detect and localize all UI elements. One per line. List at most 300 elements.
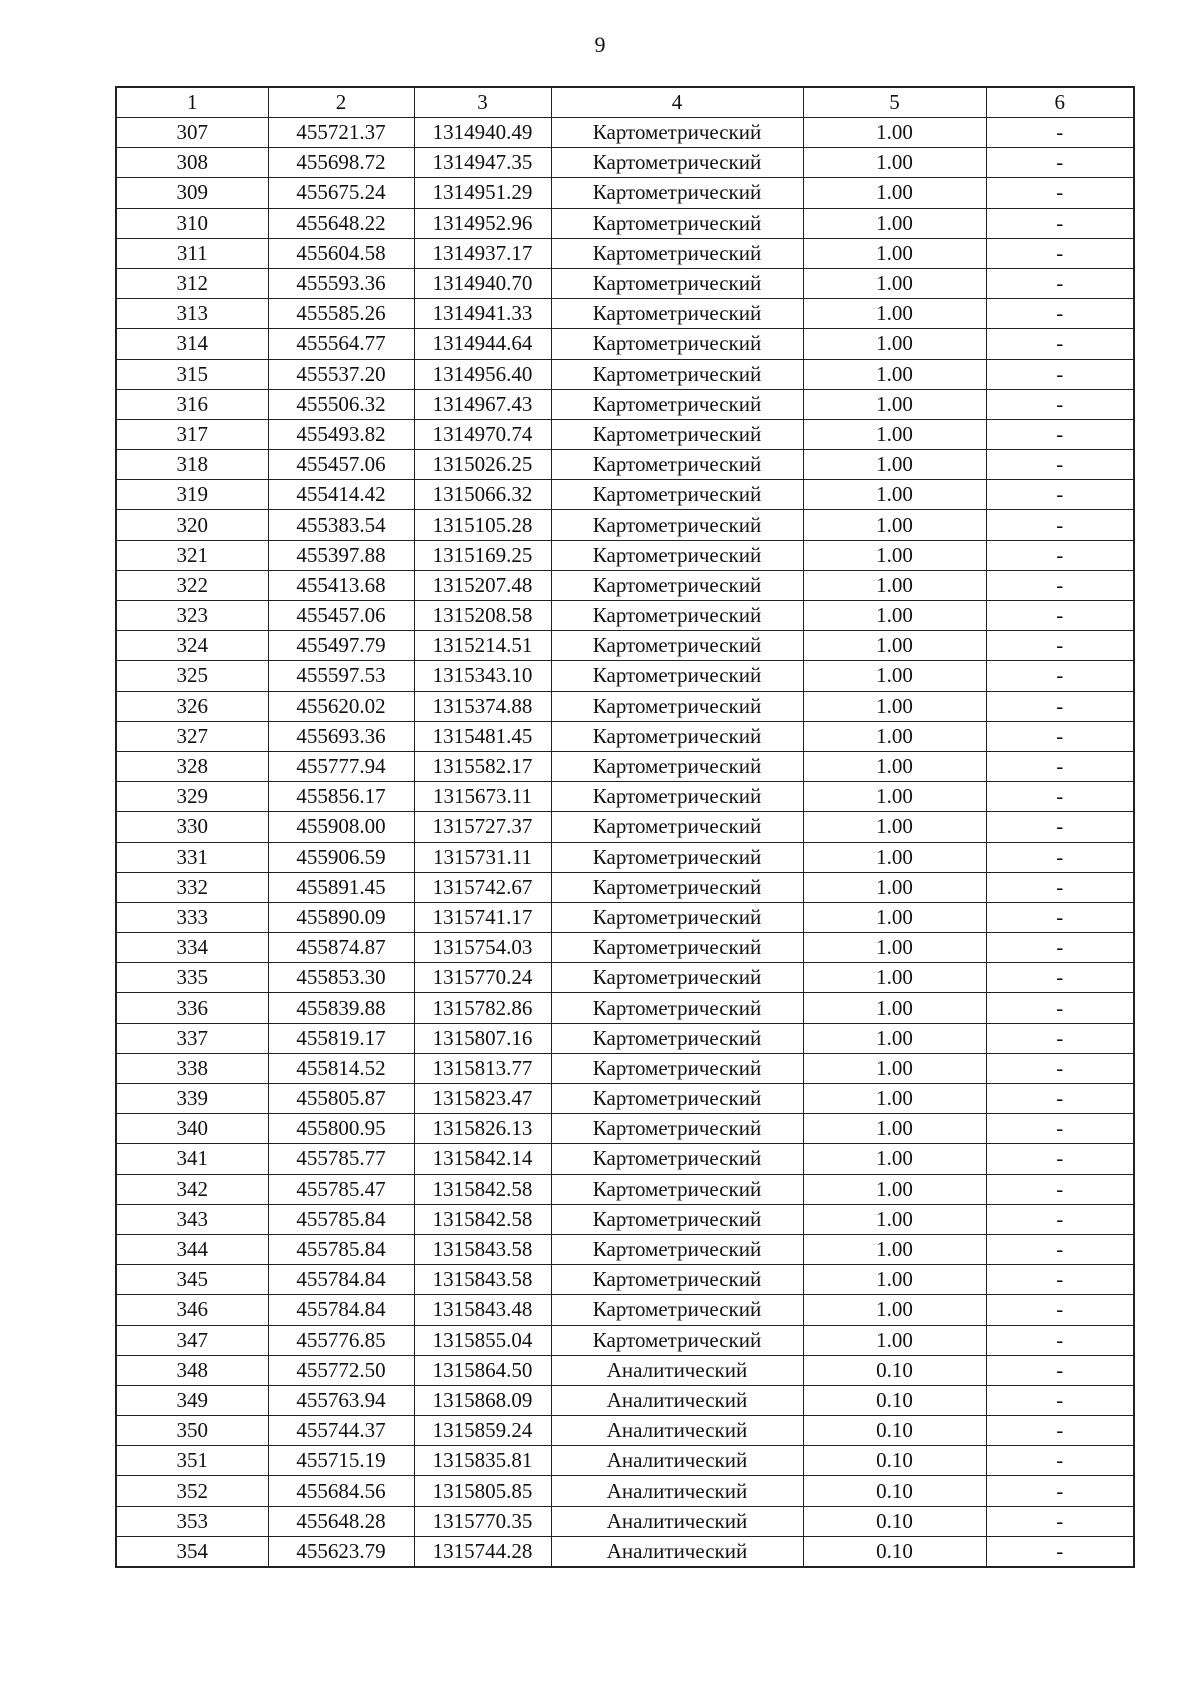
x-coordinate-cell: 455874.87 [268,933,414,963]
method-cell: Аналитический [551,1536,803,1567]
x-coordinate-cell: 455784.84 [268,1265,414,1295]
accuracy-cell: 1.00 [803,178,986,208]
accuracy-cell: 1.00 [803,1114,986,1144]
page-number: 9 [594,32,606,57]
accuracy-cell: 1.00 [803,601,986,631]
accuracy-cell: 0.10 [803,1385,986,1415]
method-cell: Картометрический [551,118,803,148]
y-coordinate-cell: 1315673.11 [414,782,551,812]
accuracy-cell: 1.00 [803,691,986,721]
method-cell: Аналитический [551,1506,803,1536]
point-number-cell: 316 [116,389,268,419]
point-number-cell: 307 [116,118,268,148]
table-row [116,1476,1134,1506]
y-coordinate-cell: 1314944.64 [414,329,551,359]
note-cell: - [986,842,1134,872]
accuracy-cell: 1.00 [803,661,986,691]
y-coordinate-cell: 1315742.67 [414,872,551,902]
table-row [116,118,1134,148]
y-coordinate-cell: 1314951.29 [414,178,551,208]
y-coordinate-cell: 1315343.10 [414,661,551,691]
method-cell: Картометрический [551,1174,803,1204]
note-cell: - [986,570,1134,600]
x-coordinate-cell: 455776.85 [268,1325,414,1355]
point-number-cell: 311 [116,238,268,268]
point-number-cell: 321 [116,540,268,570]
note-cell: - [986,480,1134,510]
table-row [116,1265,1134,1295]
note-cell: - [986,721,1134,751]
point-number-cell: 343 [116,1204,268,1234]
table-row [116,1536,1134,1567]
x-coordinate-cell: 455800.95 [268,1114,414,1144]
point-number-cell: 317 [116,419,268,449]
note-cell: - [986,902,1134,932]
y-coordinate-cell: 1315842.58 [414,1174,551,1204]
method-cell: Аналитический [551,1385,803,1415]
accuracy-cell: 1.00 [803,1174,986,1204]
method-cell: Картометрический [551,480,803,510]
x-coordinate-cell: 455853.30 [268,963,414,993]
method-cell: Картометрический [551,510,803,540]
accuracy-cell: 1.00 [803,902,986,932]
note-cell: - [986,268,1134,298]
point-number-cell: 309 [116,178,268,208]
note-cell: - [986,1506,1134,1536]
method-cell: Картометрический [551,721,803,751]
table-row [116,178,1134,208]
note-cell: - [986,450,1134,480]
accuracy-cell: 1.00 [803,933,986,963]
coordinates-table [115,86,1135,1568]
method-cell: Картометрический [551,842,803,872]
x-coordinate-cell: 455890.09 [268,902,414,932]
y-coordinate-cell: 1315868.09 [414,1385,551,1415]
y-coordinate-cell: 1315823.47 [414,1084,551,1114]
y-coordinate-cell: 1315842.58 [414,1204,551,1234]
method-cell: Картометрический [551,208,803,238]
accuracy-cell: 1.00 [803,299,986,329]
method-cell: Картометрический [551,963,803,993]
method-cell: Картометрический [551,570,803,600]
table-row [116,540,1134,570]
note-cell: - [986,208,1134,238]
method-cell: Картометрический [551,993,803,1023]
table-row [116,1416,1134,1446]
accuracy-cell: 1.00 [803,540,986,570]
note-cell: - [986,178,1134,208]
point-number-cell: 323 [116,601,268,631]
x-coordinate-cell: 455597.53 [268,661,414,691]
y-coordinate-cell: 1315744.28 [414,1536,551,1567]
point-number-cell: 318 [116,450,268,480]
method-cell: Картометрический [551,1325,803,1355]
method-cell: Аналитический [551,1446,803,1476]
x-coordinate-cell: 455675.24 [268,178,414,208]
table-row [116,1023,1134,1053]
y-coordinate-cell: 1315807.16 [414,1023,551,1053]
method-cell: Картометрический [551,389,803,419]
table-row [116,812,1134,842]
accuracy-cell: 1.00 [803,359,986,389]
y-coordinate-cell: 1315826.13 [414,1114,551,1144]
x-coordinate-cell: 455497.79 [268,631,414,661]
y-coordinate-cell: 1315208.58 [414,601,551,631]
accuracy-cell: 1.00 [803,389,986,419]
table-row [116,1204,1134,1234]
y-coordinate-cell: 1315843.58 [414,1234,551,1264]
table-header-row [116,87,1134,118]
accuracy-cell: 1.00 [803,118,986,148]
accuracy-cell: 1.00 [803,1053,986,1083]
table-row [116,1174,1134,1204]
note-cell: - [986,1295,1134,1325]
note-cell: - [986,1265,1134,1295]
x-coordinate-cell: 455715.19 [268,1446,414,1476]
accuracy-cell: 1.00 [803,1325,986,1355]
method-cell: Картометрический [551,812,803,842]
point-number-cell: 348 [116,1355,268,1385]
y-coordinate-cell: 1315843.48 [414,1295,551,1325]
table-row [116,1385,1134,1415]
note-cell: - [986,1536,1134,1567]
point-number-cell: 334 [116,933,268,963]
y-coordinate-cell: 1315374.88 [414,691,551,721]
point-number-cell: 315 [116,359,268,389]
accuracy-cell: 1.00 [803,268,986,298]
y-coordinate-cell: 1315782.86 [414,993,551,1023]
x-coordinate-cell: 455493.82 [268,419,414,449]
y-coordinate-cell: 1315805.85 [414,1476,551,1506]
x-coordinate-cell: 455414.42 [268,480,414,510]
column-header-3: 3 [414,87,551,118]
point-number-cell: 338 [116,1053,268,1083]
method-cell: Картометрический [551,751,803,781]
y-coordinate-cell: 1315481.45 [414,721,551,751]
table-row [116,721,1134,751]
note-cell: - [986,238,1134,268]
table-row [116,1084,1134,1114]
y-coordinate-cell: 1314956.40 [414,359,551,389]
point-number-cell: 320 [116,510,268,540]
accuracy-cell: 1.00 [803,782,986,812]
x-coordinate-cell: 455457.06 [268,450,414,480]
accuracy-cell: 0.10 [803,1536,986,1567]
point-number-cell: 345 [116,1265,268,1295]
x-coordinate-cell: 455785.47 [268,1174,414,1204]
point-number-cell: 329 [116,782,268,812]
x-coordinate-cell: 455785.84 [268,1204,414,1234]
method-cell: Картометрический [551,178,803,208]
accuracy-cell: 1.00 [803,812,986,842]
table-row [116,691,1134,721]
x-coordinate-cell: 455856.17 [268,782,414,812]
x-coordinate-cell: 455537.20 [268,359,414,389]
table-row [116,782,1134,812]
y-coordinate-cell: 1315770.35 [414,1506,551,1536]
table-row [116,1355,1134,1385]
accuracy-cell: 0.10 [803,1416,986,1446]
point-number-cell: 340 [116,1114,268,1144]
accuracy-cell: 1.00 [803,1295,986,1325]
point-number-cell: 326 [116,691,268,721]
y-coordinate-cell: 1315754.03 [414,933,551,963]
y-coordinate-cell: 1315864.50 [414,1355,551,1385]
y-coordinate-cell: 1315741.17 [414,902,551,932]
note-cell: - [986,1385,1134,1415]
point-number-cell: 314 [116,329,268,359]
x-coordinate-cell: 455457.06 [268,601,414,631]
y-coordinate-cell: 1315855.04 [414,1325,551,1355]
column-header-4: 4 [551,87,803,118]
accuracy-cell: 1.00 [803,208,986,238]
note-cell: - [986,299,1134,329]
note-cell: - [986,1325,1134,1355]
table-row [116,510,1134,540]
x-coordinate-cell: 455698.72 [268,148,414,178]
x-coordinate-cell: 455744.37 [268,1416,414,1446]
accuracy-cell: 1.00 [803,1204,986,1234]
x-coordinate-cell: 455777.94 [268,751,414,781]
column-header-5: 5 [803,87,986,118]
point-number-cell: 319 [116,480,268,510]
method-cell: Картометрический [551,268,803,298]
point-number-cell: 342 [116,1174,268,1204]
note-cell: - [986,329,1134,359]
point-number-cell: 328 [116,751,268,781]
point-number-cell: 335 [116,963,268,993]
point-number-cell: 347 [116,1325,268,1355]
method-cell: Картометрический [551,1084,803,1114]
accuracy-cell: 1.00 [803,450,986,480]
table-row [116,751,1134,781]
note-cell: - [986,782,1134,812]
note-cell: - [986,812,1134,842]
table-row [116,993,1134,1023]
accuracy-cell: 1.00 [803,238,986,268]
point-number-cell: 310 [116,208,268,238]
x-coordinate-cell: 455814.52 [268,1053,414,1083]
note-cell: - [986,872,1134,902]
y-coordinate-cell: 1315813.77 [414,1053,551,1083]
method-cell: Картометрический [551,1234,803,1264]
note-cell: - [986,1476,1134,1506]
point-number-cell: 332 [116,872,268,902]
accuracy-cell: 1.00 [803,1144,986,1174]
accuracy-cell: 1.00 [803,751,986,781]
point-number-cell: 353 [116,1506,268,1536]
point-number-cell: 322 [116,570,268,600]
table-row [116,238,1134,268]
table-row [116,1144,1134,1174]
accuracy-cell: 1.00 [803,510,986,540]
x-coordinate-cell: 455564.77 [268,329,414,359]
x-coordinate-cell: 455620.02 [268,691,414,721]
method-cell: Картометрический [551,148,803,178]
accuracy-cell: 1.00 [803,1084,986,1114]
point-number-cell: 336 [116,993,268,1023]
x-coordinate-cell: 455819.17 [268,1023,414,1053]
method-cell: Картометрический [551,419,803,449]
x-coordinate-cell: 455648.22 [268,208,414,238]
x-coordinate-cell: 455397.88 [268,540,414,570]
method-cell: Картометрический [551,329,803,359]
table-row [116,1114,1134,1144]
point-number-cell: 333 [116,902,268,932]
method-cell: Картометрический [551,691,803,721]
x-coordinate-cell: 455805.87 [268,1084,414,1114]
point-number-cell: 324 [116,631,268,661]
point-number-cell: 308 [116,148,268,178]
note-cell: - [986,1144,1134,1174]
accuracy-cell: 0.10 [803,1476,986,1506]
x-coordinate-cell: 455772.50 [268,1355,414,1385]
table-row [116,329,1134,359]
method-cell: Картометрический [551,1144,803,1174]
method-cell: Картометрический [551,631,803,661]
note-cell: - [986,1355,1134,1385]
note-cell: - [986,1114,1134,1144]
table-row [116,631,1134,661]
accuracy-cell: 1.00 [803,1265,986,1295]
method-cell: Картометрический [551,1295,803,1325]
accuracy-cell: 1.00 [803,842,986,872]
note-cell: - [986,359,1134,389]
point-number-cell: 354 [116,1536,268,1567]
method-cell: Картометрический [551,450,803,480]
note-cell: - [986,993,1134,1023]
point-number-cell: 325 [116,661,268,691]
table-row [116,1295,1134,1325]
point-number-cell: 331 [116,842,268,872]
method-cell: Картометрический [551,1053,803,1083]
accuracy-cell: 1.00 [803,872,986,902]
note-cell: - [986,419,1134,449]
column-header-2: 2 [268,87,414,118]
y-coordinate-cell: 1314967.43 [414,389,551,419]
accuracy-cell: 1.00 [803,631,986,661]
method-cell: Картометрический [551,1265,803,1295]
table-body [116,118,1134,1568]
table-row [116,208,1134,238]
table-row [116,268,1134,298]
x-coordinate-cell: 455693.36 [268,721,414,751]
y-coordinate-cell: 1315835.81 [414,1446,551,1476]
y-coordinate-cell: 1315207.48 [414,570,551,600]
note-cell: - [986,661,1134,691]
note-cell: - [986,510,1134,540]
x-coordinate-cell: 455684.56 [268,1476,414,1506]
point-number-cell: 337 [116,1023,268,1053]
x-coordinate-cell: 455506.32 [268,389,414,419]
table-row [116,601,1134,631]
table-row [116,570,1134,600]
note-cell: - [986,1084,1134,1114]
note-cell: - [986,691,1134,721]
note-cell: - [986,1416,1134,1446]
method-cell: Картометрический [551,299,803,329]
table-row [116,933,1134,963]
table-row [116,1234,1134,1264]
note-cell: - [986,1023,1134,1053]
method-cell: Аналитический [551,1476,803,1506]
method-cell: Картометрический [551,872,803,902]
x-coordinate-cell: 455383.54 [268,510,414,540]
column-header-1: 1 [116,87,268,118]
note-cell: - [986,148,1134,178]
point-number-cell: 330 [116,812,268,842]
note-cell: - [986,1053,1134,1083]
table-row [116,299,1134,329]
accuracy-cell: 1.00 [803,963,986,993]
accuracy-cell: 1.00 [803,419,986,449]
note-cell: - [986,389,1134,419]
x-coordinate-cell: 455585.26 [268,299,414,329]
accuracy-cell: 1.00 [803,148,986,178]
table-row [116,389,1134,419]
x-coordinate-cell: 455721.37 [268,118,414,148]
table-row [116,1053,1134,1083]
note-cell: - [986,751,1134,781]
x-coordinate-cell: 455906.59 [268,842,414,872]
point-number-cell: 346 [116,1295,268,1325]
table-row [116,419,1134,449]
method-cell: Картометрический [551,1023,803,1053]
note-cell: - [986,631,1134,661]
y-coordinate-cell: 1315066.32 [414,480,551,510]
point-number-cell: 327 [116,721,268,751]
x-coordinate-cell: 455604.58 [268,238,414,268]
y-coordinate-cell: 1315859.24 [414,1416,551,1446]
table-row [116,661,1134,691]
y-coordinate-cell: 1314940.49 [414,118,551,148]
y-coordinate-cell: 1314970.74 [414,419,551,449]
x-coordinate-cell: 455785.84 [268,1234,414,1264]
method-cell: Картометрический [551,238,803,268]
note-cell: - [986,1234,1134,1264]
method-cell: Картометрический [551,1204,803,1234]
point-number-cell: 341 [116,1144,268,1174]
y-coordinate-cell: 1314937.17 [414,238,551,268]
y-coordinate-cell: 1314940.70 [414,268,551,298]
accuracy-cell: 1.00 [803,570,986,600]
point-number-cell: 350 [116,1416,268,1446]
note-cell: - [986,933,1134,963]
table-row [116,148,1134,178]
table-row [116,902,1134,932]
column-header-6: 6 [986,87,1134,118]
y-coordinate-cell: 1315770.24 [414,963,551,993]
accuracy-cell: 0.10 [803,1446,986,1476]
point-number-cell: 351 [116,1446,268,1476]
method-cell: Картометрический [551,782,803,812]
accuracy-cell: 1.00 [803,329,986,359]
accuracy-cell: 1.00 [803,1023,986,1053]
x-coordinate-cell: 455623.79 [268,1536,414,1567]
x-coordinate-cell: 455413.68 [268,570,414,600]
x-coordinate-cell: 455784.84 [268,1295,414,1325]
x-coordinate-cell: 455839.88 [268,993,414,1023]
table-row [116,1446,1134,1476]
note-cell: - [986,963,1134,993]
y-coordinate-cell: 1314952.96 [414,208,551,238]
accuracy-cell: 1.00 [803,721,986,751]
x-coordinate-cell: 455593.36 [268,268,414,298]
point-number-cell: 349 [116,1385,268,1415]
table-row [116,1325,1134,1355]
y-coordinate-cell: 1315169.25 [414,540,551,570]
point-number-cell: 312 [116,268,268,298]
